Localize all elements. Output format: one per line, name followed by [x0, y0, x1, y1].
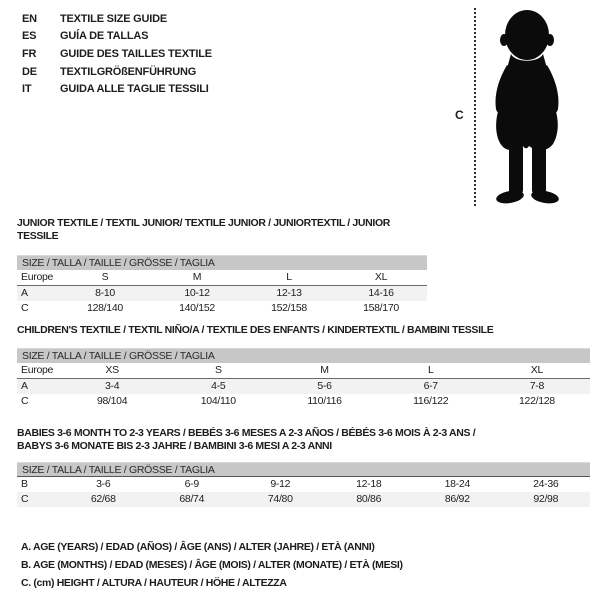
height-measure-label: C	[455, 108, 464, 122]
value-cell: 3-6	[96, 478, 111, 490]
children-textile-table	[17, 324, 590, 409]
value-cell: 128/140	[87, 302, 123, 314]
table-row-c	[17, 394, 590, 409]
row-label: C	[21, 493, 29, 505]
value-cell: 110/116	[307, 395, 342, 407]
size-label: XS	[105, 364, 119, 376]
size-label: S	[101, 271, 109, 283]
language-label: GUIDE DES TAILLES TEXTILE	[60, 47, 212, 60]
value-cell: 8-10	[95, 287, 115, 299]
language-row	[22, 45, 212, 63]
row-label: C	[21, 302, 29, 314]
value-cell: 10-12	[184, 287, 210, 299]
language-code: IT	[22, 83, 32, 96]
value-cell: 158/170	[363, 302, 399, 314]
value-cell: 12-13	[276, 287, 302, 299]
language-code: ES	[22, 30, 37, 43]
language-row	[22, 10, 212, 28]
legend-line-a: A. AGE (YEARS) / EDAD (AÑOS) / ÂGE (ANS) / ALTER (JAHRE) / ETÀ (ANNI)	[21, 541, 375, 553]
value-cell: 104/110	[200, 395, 236, 407]
language-code: FR	[22, 47, 37, 60]
value-cell: 5-6	[317, 380, 332, 392]
language-label: TEXTILGRÖßENFÜHRUNG	[60, 65, 197, 78]
row-label: A	[21, 287, 28, 299]
language-label: TEXTILE SIZE GUIDE	[60, 12, 168, 25]
table-title	[17, 324, 590, 337]
value-cell: 80/86	[356, 493, 382, 505]
value-cell: 152/158	[271, 302, 307, 314]
babies-textile-table	[17, 427, 590, 507]
language-list	[22, 10, 212, 98]
size-header-bar: SIZE / TALLA / TAILLE / GRÖSSE / TAGLIA	[17, 348, 590, 363]
value-cell: 140/152	[179, 302, 215, 314]
table-body	[17, 477, 590, 507]
value-cell: 4-5	[211, 380, 226, 392]
language-row	[22, 63, 212, 81]
language-row	[22, 80, 212, 98]
table-row-b	[17, 477, 590, 492]
value-cell: 92/98	[533, 493, 559, 505]
language-label: GUÍA DE TALLAS	[60, 30, 149, 43]
value-cell: 74/80	[267, 493, 293, 505]
size-label: L	[286, 271, 292, 283]
table-body	[17, 363, 590, 409]
region-label: Europe	[21, 271, 54, 283]
language-row	[22, 28, 212, 46]
value-cell: 12-18	[356, 478, 382, 490]
measurement-legend	[21, 538, 403, 592]
size-label: S	[214, 364, 222, 376]
table-title-line: BABYS 3-6 MONATE BIS 2-3 JAHRE / BAMBINI 3-6 MESI A 2-3 ANNI	[17, 440, 332, 452]
table-title-line: CHILDREN'S TEXTILE / TEXTIL NIÑO/A / TEXTILE DES ENFANTS / KINDERTEXTIL / BAMBINI TESSILE	[17, 324, 494, 336]
value-cell: 62/68	[90, 493, 116, 505]
value-cell: 122/128	[518, 395, 555, 407]
value-cell: 6-7	[423, 380, 438, 392]
table-sizes-row	[17, 270, 427, 286]
table-row-c	[17, 492, 590, 507]
baby-silhouette-icon	[481, 8, 573, 206]
legend-line-c: C. (cm) HEIGHT / ALTURA / HAUTEUR / HÖHE / ALTEZZA	[21, 577, 287, 589]
value-cell: 9-12	[270, 478, 291, 490]
table-sizes-row	[17, 363, 590, 379]
table-row-c	[17, 301, 427, 316]
table-body	[17, 270, 427, 316]
language-code: EN	[22, 12, 37, 25]
value-cell: 7-8	[529, 380, 545, 392]
table-title-line: BABIES 3-6 MONTH TO 2-3 YEARS / BEBÉS 3-6 MESES A 2-3 AÑOS / BÉBÉS 3-6 MOIS À 2-3 ANS /	[17, 427, 476, 439]
value-cell: 98/104	[96, 395, 128, 407]
value-cell: 6-9	[184, 478, 199, 490]
size-header-bar: SIZE / TALLA / TAILLE / GRÖSSE / TAGLIA	[17, 462, 590, 477]
value-cell: 116/122	[413, 395, 449, 407]
language-code: DE	[22, 65, 37, 78]
region-label: Europe	[21, 364, 54, 376]
table-row-a	[17, 379, 590, 394]
value-cell: 3-4	[104, 380, 120, 392]
language-label: GUIDA ALLE TAGLIE TESSILI	[60, 83, 209, 96]
value-cell: 14-16	[368, 287, 394, 299]
table-title	[17, 427, 590, 453]
legend-line-b: B. AGE (MONTHS) / EDAD (MESES) / ÂGE (MOIS) / ALTER (MONATE) / ETÀ (MESI)	[21, 559, 403, 571]
value-cell: 24-36	[533, 478, 559, 490]
value-cell: 18-24	[444, 478, 470, 490]
junior-textile-table	[17, 217, 427, 316]
table-title	[17, 217, 427, 243]
table-title-line: JUNIOR TEXTILE / TEXTIL JUNIOR/ TEXTILE JUNIOR / JUNIORTEXTIL / JUNIOR TESSILE	[17, 217, 390, 242]
row-label: C	[21, 395, 29, 407]
size-label: M	[192, 271, 202, 283]
height-dotted-line	[474, 8, 476, 206]
value-cell: 86/92	[444, 493, 470, 505]
row-label: B	[21, 478, 28, 490]
value-cell: 68/74	[179, 493, 205, 505]
size-label: L	[427, 364, 434, 376]
size-label: XL	[374, 271, 388, 283]
table-row-a	[17, 286, 427, 301]
size-label: M	[320, 364, 329, 376]
size-label: XL	[530, 364, 544, 376]
row-label: A	[21, 380, 28, 392]
size-header-bar: SIZE / TALLA / TAILLE / GRÖSSE / TAGLIA	[17, 255, 427, 270]
